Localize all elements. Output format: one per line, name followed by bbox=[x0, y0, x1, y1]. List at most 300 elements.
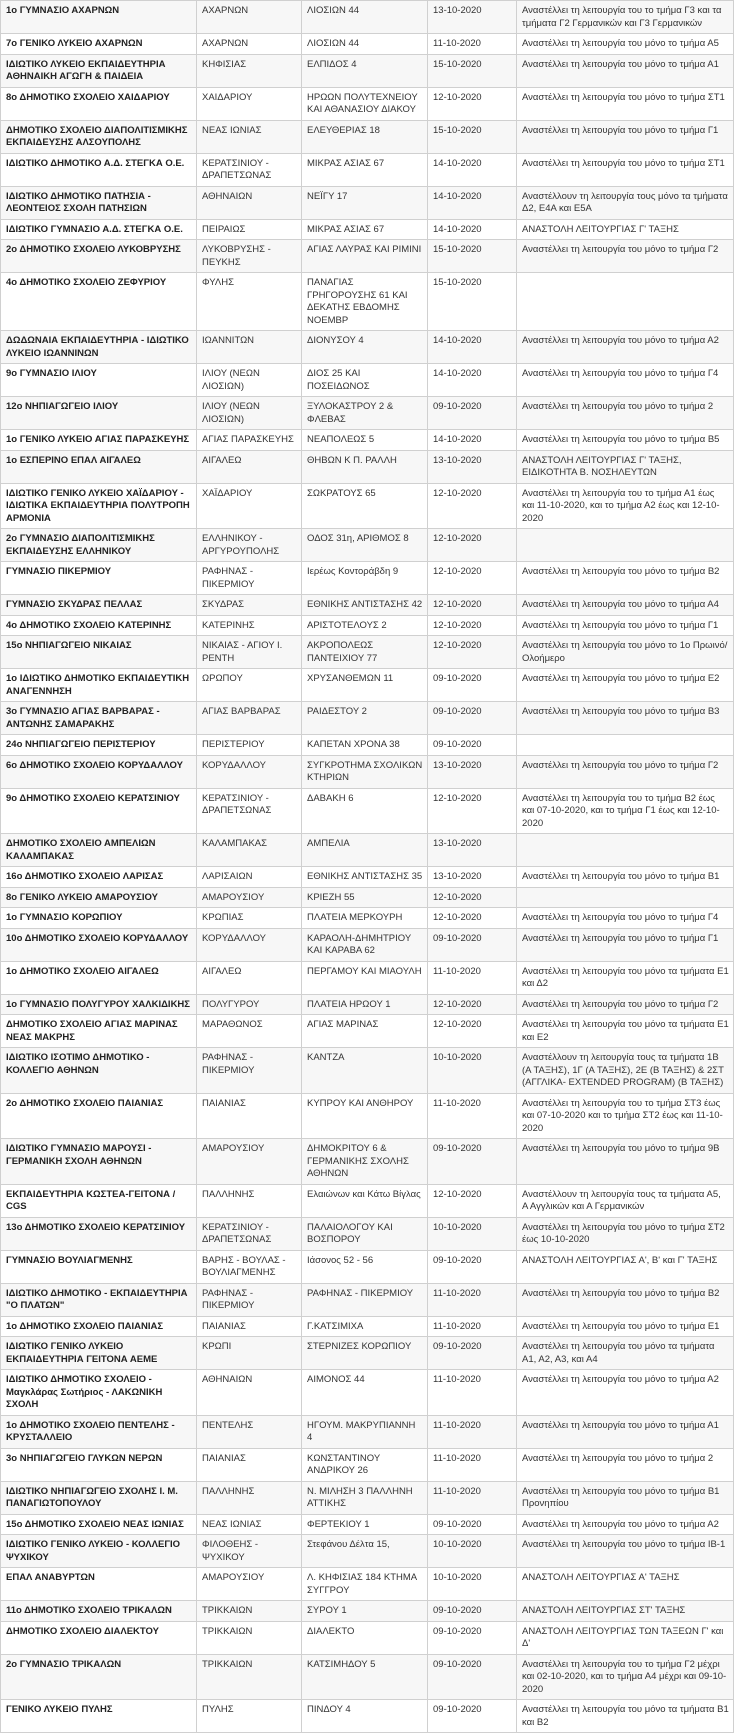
table-row bbox=[1, 1184, 734, 1217]
suspension-note-cell: Αναστέλλει τη λειτουργία του μόνο το τμήμα Α1 bbox=[517, 54, 734, 87]
school-name-cell: 3ο ΝΗΠΙΑΓΩΓΕΙΟ ΓΛΥΚΩΝ ΝΕΡΩΝ bbox=[1, 1448, 197, 1481]
date-cell: 09-10-2020 bbox=[428, 1337, 517, 1370]
suspension-note-cell: Αναστέλλει τη λειτουργία του μόνο το τμήμα ΙΒ-1 bbox=[517, 1535, 734, 1568]
date-cell: 11-10-2020 bbox=[428, 1481, 517, 1514]
address-cell: ΟΔΟΣ 31η, ΑΡΙΘΜΟΣ 8 bbox=[302, 529, 428, 562]
municipality-cell: ΚΕΡΑΤΣΙΝΙΟΥ - ΔΡΑΠΕΤΣΩΝΑΣ bbox=[197, 788, 302, 834]
suspension-note-cell: Αναστέλλει τη λειτουργία του μόνο το τμήμα Ε1 bbox=[517, 1316, 734, 1337]
municipality-cell: ΠΟΛΥΓΥΡΟΥ bbox=[197, 994, 302, 1015]
municipality-cell: ΤΡΙΚΚΑΙΩΝ bbox=[197, 1654, 302, 1700]
table-row bbox=[1, 1448, 734, 1481]
address-cell: Γ.ΚΑΤΣΙΜΙΧΑ bbox=[302, 1316, 428, 1337]
table-row bbox=[1, 219, 734, 240]
date-cell: 09-10-2020 bbox=[428, 928, 517, 961]
suspension-note-cell: ΑΝΑΣΤΟΛΗ ΛΕΙΤΟΥΡΓΙΑΣ Γ' ΤΑΞΗΣ, ΕΙΔΙΚΟΤΗΤΑ Β. ΝΟΣΗΛΕΥΤΩΝ bbox=[517, 450, 734, 483]
school-name-cell: ΔΩΔΩΝΑΙΑ ΕΚΠΑΙΔΕΥΤΗΡΙΑ - ΙΔΙΩΤΙΚΟ ΛΥΚΕΙΟ ΙΩΑΝΝΙΝΩΝ bbox=[1, 331, 197, 364]
date-cell: 13-10-2020 bbox=[428, 755, 517, 788]
school-name-cell: 2ο ΓΥΜΝΑΣΙΟ ΤΡΙΚΑΛΩΝ bbox=[1, 1654, 197, 1700]
table-row bbox=[1, 186, 734, 219]
table-row bbox=[1, 636, 734, 669]
date-cell: 09-10-2020 bbox=[428, 1621, 517, 1654]
date-cell: 12-10-2020 bbox=[428, 483, 517, 529]
municipality-cell: ΠΕΝΤΕΛΗΣ bbox=[197, 1415, 302, 1448]
suspension-note-cell: ΑΝΑΣΤΟΛΗ ΛΕΙΤΟΥΡΓΙΑΣ Α' ΤΑΞΗΣ bbox=[517, 1568, 734, 1601]
suspension-note-cell: Αναστέλλει τη λειτουργία του μόνο το τμήμα Β2 bbox=[517, 1283, 734, 1316]
school-name-cell: 13ο ΔΗΜΟΤΙΚΟ ΣΧΟΛΕΙΟ ΚΕΡΑΤΣΙΝΙΟΥ bbox=[1, 1217, 197, 1250]
school-name-cell: ΔΗΜΟΤΙΚΟ ΣΧΟΛΕΙΟ ΔΙΑΠΟΛΙΤΙΣΜΙΚΗΣ ΕΚΠΑΙΔΕΥΣΗΣ ΑΛΣΟΥΠΟΛΗΣ bbox=[1, 120, 197, 153]
school-name-cell: 6ο ΔΗΜΟΤΙΚΟ ΣΧΟΛΕΙΟ ΚΟΡΥΔΑΛΛΟΥ bbox=[1, 755, 197, 788]
date-cell: 09-10-2020 bbox=[428, 1601, 517, 1622]
suspension-note-cell: Αναστέλλει τη λειτουργία του μόνο τα τμήματα Β1 και Β2 bbox=[517, 1700, 734, 1733]
municipality-cell: ΚΑΤΕΡΙΝΗΣ bbox=[197, 615, 302, 636]
school-name-cell: ΕΚΠΑΙΔΕΥΤΗΡΙΑ ΚΩΣΤΕΑ-ΓΕΙΤΟΝΑ / CGS bbox=[1, 1184, 197, 1217]
municipality-cell: ΚΟΡΥΔΑΛΛΟΥ bbox=[197, 755, 302, 788]
address-cell: ΑΜΠΕΛΙΑ bbox=[302, 834, 428, 867]
address-cell: ΑΓΙΑΣ ΜΑΡΙΝΑΣ bbox=[302, 1015, 428, 1048]
table-row bbox=[1, 595, 734, 616]
table-row bbox=[1, 961, 734, 994]
municipality-cell: ΠΑΙΑΝΙΑΣ bbox=[197, 1093, 302, 1139]
municipality-cell: ΑΙΓΑΛΕΩ bbox=[197, 450, 302, 483]
suspension-note-cell bbox=[517, 735, 734, 756]
suspension-note-cell: Αναστέλλει τη λειτουργία του μόνο το τμήμα 2 bbox=[517, 1448, 734, 1481]
municipality-cell: ΑΘΗΝΑΙΩΝ bbox=[197, 1370, 302, 1416]
address-cell: ΕΛΕΥΘΕΡΙΑΣ 18 bbox=[302, 120, 428, 153]
date-cell: 11-10-2020 bbox=[428, 1448, 517, 1481]
date-cell: 09-10-2020 bbox=[428, 1250, 517, 1283]
suspension-note-cell: Αναστέλλει τη λειτουργία του το τμήμα Α1 έως και 11-10-2020, και το τμήμα Α2 έως και 12-10-2020 bbox=[517, 483, 734, 529]
table-row bbox=[1, 1015, 734, 1048]
table-row bbox=[1, 1700, 734, 1733]
date-cell: 11-10-2020 bbox=[428, 1415, 517, 1448]
suspension-note-cell: Αναστέλλει τη λειτουργία του μόνο το τμήμα Γ4 bbox=[517, 364, 734, 397]
date-cell: 14-10-2020 bbox=[428, 331, 517, 364]
address-cell: ΧΡΥΣΑΝΘΕΜΩΝ 11 bbox=[302, 669, 428, 702]
table-row bbox=[1, 397, 734, 430]
school-name-cell: ΙΔΙΩΤΙΚΟ ΓΕΝΙΚΟ ΛΥΚΕΙΟ ΕΚΠΑΙΔΕΥΤΗΡΙΑ ΓΕΙΤΟΝΑ ΑΕΜΕ bbox=[1, 1337, 197, 1370]
school-name-cell: 1ο ΙΔΙΩΤΙΚΟ ΔΗΜΟΤΙΚΟ ΕΚΠΑΙΔΕΥΤΙΚΗ ΑΝΑΓΕΝΝΗΣΗ bbox=[1, 669, 197, 702]
suspension-note-cell bbox=[517, 273, 734, 331]
date-cell: 14-10-2020 bbox=[428, 186, 517, 219]
municipality-cell: ΤΡΙΚΚΑΙΩΝ bbox=[197, 1601, 302, 1622]
municipality-cell: ΕΛΛΗΝΙΚΟΥ - ΑΡΓΥΡΟΥΠΟΛΗΣ bbox=[197, 529, 302, 562]
school-name-cell: ΙΔΙΩΤΙΚΟ ΓΕΝΙΚΟ ΛΥΚΕΙΟ - ΚΟΛΛΕΓΙΟ ΨΥΧΙΚΟΥ bbox=[1, 1535, 197, 1568]
municipality-cell: ΑΙΓΑΛΕΩ bbox=[197, 961, 302, 994]
suspension-note-cell: Αναστέλλει τη λειτουργία του μόνο το τμήμα Β1 Προνηπίου bbox=[517, 1481, 734, 1514]
table-body bbox=[1, 1, 734, 1733]
suspension-note-cell: ΑΝΑΣΤΟΛΗ ΛΕΙΤΟΥΡΓΙΑΣ ΤΩΝ ΤΑΞΕΩΝ Γ' και Δ' bbox=[517, 1621, 734, 1654]
table-row bbox=[1, 887, 734, 908]
municipality-cell: ΚΕΡΑΤΣΙΝΙΟΥ - ΔΡΑΠΕΤΣΩΝΑΣ bbox=[197, 1217, 302, 1250]
suspension-note-cell: Αναστέλλει τη λειτουργία του μόνο το τμήμα Γ1 bbox=[517, 120, 734, 153]
date-cell: 09-10-2020 bbox=[428, 702, 517, 735]
date-cell: 12-10-2020 bbox=[428, 1015, 517, 1048]
school-name-cell: 16ο ΔΗΜΟΤΙΚΟ ΣΧΟΛΕΙΟ ΛΑΡΙΣΑΣ bbox=[1, 867, 197, 888]
date-cell: 09-10-2020 bbox=[428, 1139, 517, 1185]
date-cell: 14-10-2020 bbox=[428, 153, 517, 186]
address-cell: ΑΓΙΑΣ ΛΑΥΡΑΣ ΚΑΙ ΡΙΜΙΝΙ bbox=[302, 240, 428, 273]
table-row bbox=[1, 364, 734, 397]
date-cell: 12-10-2020 bbox=[428, 994, 517, 1015]
school-name-cell: ΙΔΙΩΤΙΚΟ ΔΗΜΟΤΙΚΟ - ΕΚΠΑΙΔΕΥΤΗΡΙΑ "Ο ΠΛΑΤΩΝ" bbox=[1, 1283, 197, 1316]
municipality-cell: ΦΙΛΟΘΕΗΣ - ΨΥΧΙΚΟΥ bbox=[197, 1535, 302, 1568]
table-row bbox=[1, 834, 734, 867]
table-row bbox=[1, 1316, 734, 1337]
suspension-note-cell: ΑΝΑΣΤΟΛΗ ΛΕΙΤΟΥΡΓΙΑΣ Α', Β' και Γ' ΤΑΞΗΣ bbox=[517, 1250, 734, 1283]
municipality-cell: ΚΕΡΑΤΣΙΝΙΟΥ - ΔΡΑΠΕΤΣΩΝΑΣ bbox=[197, 153, 302, 186]
date-cell: 14-10-2020 bbox=[428, 219, 517, 240]
suspension-note-cell: Αναστέλλει τη λειτουργία του μόνο το τμήμα Β1 bbox=[517, 867, 734, 888]
school-name-cell: ΙΔΙΩΤΙΚΟ ΓΕΝΙΚΟ ΛΥΚΕΙΟ ΧΑΪΔΑΡΙΟΥ - ΙΔΙΩΤΙΚΑ ΕΚΠΑΙΔΕΥΤΗΡΙΑ ΠΟΛΥΤΡΟΠΗ ΑΡΜΟΝΙΑ bbox=[1, 483, 197, 529]
school-name-cell: 8ο ΓΕΝΙΚΟ ΛΥΚΕΙΟ ΑΜΑΡΟΥΣΙΟΥ bbox=[1, 887, 197, 908]
address-cell: ΠΑΝΑΓΙΑΣ ΓΡΗΓΟΡΟΥΣΗΣ 61 ΚΑΙ ΔΕΚΑΤΗΣ ΕΒΔΟΜΗΣ ΝΟΕΜΒΡ bbox=[302, 273, 428, 331]
suspension-note-cell: Αναστέλλει τη λειτουργία του μόνο το τμήμα Γ2 bbox=[517, 755, 734, 788]
school-name-cell: 10ο ΔΗΜΟΤΙΚΟ ΣΧΟΛΕΙΟ ΚΟΡΥΔΑΛΛΟΥ bbox=[1, 928, 197, 961]
date-cell: 15-10-2020 bbox=[428, 273, 517, 331]
school-name-cell: 7ο ΓΕΝΙΚΟ ΛΥΚΕΙΟ ΑΧΑΡΝΩΝ bbox=[1, 34, 197, 55]
school-name-cell: ΙΔΙΩΤΙΚΟ ΓΥΜΝΑΣΙΟ Α.Δ. ΣΤΕΓΚΑ Ο.Ε. bbox=[1, 219, 197, 240]
date-cell: 13-10-2020 bbox=[428, 450, 517, 483]
date-cell: 13-10-2020 bbox=[428, 867, 517, 888]
address-cell: ΕΛΠΙΔΟΣ 4 bbox=[302, 54, 428, 87]
date-cell: 12-10-2020 bbox=[428, 595, 517, 616]
suspension-note-cell: Αναστέλλει τη λειτουργία του μόνο το τμήμα Ε2 bbox=[517, 669, 734, 702]
table-row bbox=[1, 669, 734, 702]
address-cell: ΘΗΒΩΝ Κ Π. ΡΑΛΛΗ bbox=[302, 450, 428, 483]
suspension-note-cell: Αναστέλλει τη λειτουργία του μόνο το 1ο Πρωινό/Ολοήμερο bbox=[517, 636, 734, 669]
address-cell: ΡΑΙΔΕΣΤΟΥ 2 bbox=[302, 702, 428, 735]
school-name-cell: ΔΗΜΟΤΙΚΟ ΣΧΟΛΕΙΟ ΔΙΑΛΕΚΤΟΥ bbox=[1, 1621, 197, 1654]
table-row bbox=[1, 153, 734, 186]
school-name-cell: ΔΗΜΟΤΙΚΟ ΣΧΟΛΕΙΟ ΑΓΙΑΣ ΜΑΡΙΝΑΣ ΝΕΑΣ ΜΑΚΡΗΣ bbox=[1, 1015, 197, 1048]
school-name-cell: 1ο ΔΗΜΟΤΙΚΟ ΣΧΟΛΕΙΟ ΠΑΙΑΝΙΑΣ bbox=[1, 1316, 197, 1337]
school-name-cell: 4ο ΔΗΜΟΤΙΚΟ ΣΧΟΛΕΙΟ ΚΑΤΕΡΙΝΗΣ bbox=[1, 615, 197, 636]
table-row bbox=[1, 1283, 734, 1316]
municipality-cell: ΑΜΑΡΟΥΣΙΟΥ bbox=[197, 1568, 302, 1601]
school-name-cell: 9ο ΓΥΜΝΑΣΙΟ ΙΛΙΟΥ bbox=[1, 364, 197, 397]
municipality-cell: ΑΧΑΡΝΩΝ bbox=[197, 34, 302, 55]
address-cell: Λ. ΚΗΦΙΣΙΑΣ 184 ΚΤΗΜΑ ΣΥΓΓΡΟΥ bbox=[302, 1568, 428, 1601]
suspension-note-cell: Αναστέλλει τη λειτουργία του μόνο το τμήμα Γ1 bbox=[517, 928, 734, 961]
table-row bbox=[1, 1217, 734, 1250]
suspension-note-cell: Αναστέλλει τη λειτουργία του μόνο το τμήμα Α4 bbox=[517, 595, 734, 616]
municipality-cell: ΚΡΩΠΙ bbox=[197, 1337, 302, 1370]
suspension-note-cell: Αναστέλλει τη λειτουργία του μόνο το τμήμα ΣΤ1 bbox=[517, 153, 734, 186]
date-cell: 11-10-2020 bbox=[428, 1283, 517, 1316]
address-cell: ΦΕΡΤΕΚΙΟΥ 1 bbox=[302, 1514, 428, 1535]
address-cell: ΣΩΚΡΑΤΟΥΣ 65 bbox=[302, 483, 428, 529]
table-row bbox=[1, 331, 734, 364]
municipality-cell: ΝΙΚΑΙΑΣ - ΑΓΙΟΥ Ι. ΡΕΝΤΗ bbox=[197, 636, 302, 669]
table-row bbox=[1, 1601, 734, 1622]
address-cell: ΚΑΤΣΙΜΗΔΟΥ 5 bbox=[302, 1654, 428, 1700]
address-cell: ΑΚΡΟΠΟΛΕΩΣ ΠΑΝΤΕΙΧΙΟΥ 77 bbox=[302, 636, 428, 669]
school-name-cell: ΙΔΙΩΤΙΚΟ ΙΣΟΤΙΜΟ ΔΗΜΟΤΙΚΟ - ΚΟΛΛΕΓΙΟ ΑΘΗΝΩΝ bbox=[1, 1048, 197, 1094]
municipality-cell: ΚΗΦΙΣΙΑΣ bbox=[197, 54, 302, 87]
address-cell: ΝΕΪΓΥ 17 bbox=[302, 186, 428, 219]
suspension-note-cell: Αναστέλλει τη λειτουργία του το τμήμα Γ2 μέχρι και 02-10-2020, και το τμήμα Α4 μέχρι και 09-10-2020 bbox=[517, 1654, 734, 1700]
school-name-cell: ΓΥΜΝΑΣΙΟ ΠΙΚΕΡΜΙΟΥ bbox=[1, 562, 197, 595]
school-name-cell: ΙΔΙΩΤΙΚΟ ΔΗΜΟΤΙΚΟ ΣΧΟΛΕΙΟ - Μαγκλάρας Σωτήριος - ΛΑΚΩΝΙΚΗ ΣΧΟΛΗ bbox=[1, 1370, 197, 1416]
municipality-cell: ΠΑΛΛΗΝΗΣ bbox=[197, 1481, 302, 1514]
municipality-cell: ΠΑΙΑΝΙΑΣ bbox=[197, 1448, 302, 1481]
date-cell: 10-10-2020 bbox=[428, 1048, 517, 1094]
table-row bbox=[1, 908, 734, 929]
date-cell: 09-10-2020 bbox=[428, 1514, 517, 1535]
municipality-cell: ΛΥΚΟΒΡΥΣΗΣ - ΠΕΥΚΗΣ bbox=[197, 240, 302, 273]
address-cell: ΔΙΟΣ 25 ΚΑΙ ΠΟΣΕΙΔΩΝΟΣ bbox=[302, 364, 428, 397]
table-row bbox=[1, 615, 734, 636]
table-row bbox=[1, 994, 734, 1015]
date-cell: 12-10-2020 bbox=[428, 788, 517, 834]
address-cell: ΔΗΜΟΚΡΙΤΟΥ 6 & ΓΕΡΜΑΝΙΚΗΣ ΣΧΟΛΗΣ ΑΘΗΝΩΝ bbox=[302, 1139, 428, 1185]
address-cell: ΠΙΝΔΟΥ 4 bbox=[302, 1700, 428, 1733]
municipality-cell: ΙΛΙΟΥ (ΝΕΩΝ ΛΙΟΣΙΩΝ) bbox=[197, 364, 302, 397]
date-cell: 12-10-2020 bbox=[428, 562, 517, 595]
address-cell: ΞΥΛΟΚΑΣΤΡΟΥ 2 & ΦΛΕΒΑΣ bbox=[302, 397, 428, 430]
school-name-cell: ΓΕΝΙΚΟ ΛΥΚΕΙΟ ΠΥΛΗΣ bbox=[1, 1700, 197, 1733]
date-cell: 12-10-2020 bbox=[428, 887, 517, 908]
suspension-note-cell: Αναστέλλει τη λειτουργία του μόνο το τμήμα Γ2 bbox=[517, 994, 734, 1015]
date-cell: 15-10-2020 bbox=[428, 54, 517, 87]
table-row bbox=[1, 1093, 734, 1139]
address-cell: ΔΙΟΝΥΣΟΥ 4 bbox=[302, 331, 428, 364]
address-cell: ΣΥΓΚΡΟΤΗΜΑ ΣΧΟΛΙΚΩΝ ΚΤΗΡΙΩΝ bbox=[302, 755, 428, 788]
school-name-cell: 8ο ΔΗΜΟΤΙΚΟ ΣΧΟΛΕΙΟ ΧΑΙΔΑΡΙΟΥ bbox=[1, 87, 197, 120]
school-name-cell: 4ο ΔΗΜΟΤΙΚΟ ΣΧΟΛΕΙΟ ΖΕΦΥΡΙΟΥ bbox=[1, 273, 197, 331]
table-row bbox=[1, 1514, 734, 1535]
address-cell: ΡΑΦΗΝΑΣ - ΠΙΚΕΡΜΙΟΥ bbox=[302, 1283, 428, 1316]
date-cell: 14-10-2020 bbox=[428, 364, 517, 397]
date-cell: 10-10-2020 bbox=[428, 1535, 517, 1568]
address-cell: ΜΙΚΡΑΣ ΑΣΙΑΣ 67 bbox=[302, 153, 428, 186]
municipality-cell: ΠΑΛΛΗΝΗΣ bbox=[197, 1184, 302, 1217]
school-name-cell: ΙΔΙΩΤΙΚΟ ΔΗΜΟΤΙΚΟ ΠΑΤΗΣΙΑ - ΛΕΟΝΤΕΙΟΣ ΣΧΟΛΗ ΠΑΤΗΣΙΩΝ bbox=[1, 186, 197, 219]
municipality-cell: ΝΕΑΣ ΙΩΝΙΑΣ bbox=[197, 120, 302, 153]
municipality-cell: ΡΑΦΗΝΑΣ - ΠΙΚΕΡΜΙΟΥ bbox=[197, 1048, 302, 1094]
suspension-note-cell: Αναστέλλει τη λειτουργία του μόνο το τμήμα 9Β bbox=[517, 1139, 734, 1185]
table-row bbox=[1, 1481, 734, 1514]
table-row bbox=[1, 1568, 734, 1601]
address-cell: ΗΡΩΩΝ ΠΟΛΥΤΕΧΝΕΙΟΥ ΚΑΙ ΑΘΑΝΑΣΙΟΥ ΔΙΑΚΟΥ bbox=[302, 87, 428, 120]
suspension-note-cell: Αναστέλλει τη λειτουργία του μόνο το τμήμα Α2 bbox=[517, 331, 734, 364]
suspension-note-cell: Αναστέλλει τη λειτουργία του το τμήμα Β2 έως και 07-10-2020, και το τμήμα Γ1 έως και 12-10-2020 bbox=[517, 788, 734, 834]
table-row bbox=[1, 54, 734, 87]
address-cell: Ιάσονος 52 - 56 bbox=[302, 1250, 428, 1283]
address-cell: ΛΙΟΣΙΩΝ 44 bbox=[302, 34, 428, 55]
municipality-cell: ΚΑΛΑΜΠΑΚΑΣ bbox=[197, 834, 302, 867]
municipality-cell: ΑΜΑΡΟΥΣΙΟΥ bbox=[197, 887, 302, 908]
address-cell: ΠΕΡΓΑΜΟΥ ΚΑΙ ΜΙΑΟΥΛΗ bbox=[302, 961, 428, 994]
municipality-cell: ΝΕΑΣ ΙΩΝΙΑΣ bbox=[197, 1514, 302, 1535]
school-name-cell: ΓΥΜΝΑΣΙΟ ΣΚΥΔΡΑΣ ΠΕΛΛΑΣ bbox=[1, 595, 197, 616]
address-cell: ΣΤΕΡΝΙΖΕΣ ΚΟΡΩΠΙΟΥ bbox=[302, 1337, 428, 1370]
suspension-note-cell: Αναστέλλει τη λειτουργία του μόνο το τμήμα Γ1 bbox=[517, 615, 734, 636]
date-cell: 11-10-2020 bbox=[428, 1316, 517, 1337]
date-cell: 10-10-2020 bbox=[428, 1568, 517, 1601]
address-cell: ΔΙΑΛΕΚΤΟ bbox=[302, 1621, 428, 1654]
date-cell: 11-10-2020 bbox=[428, 961, 517, 994]
table-row bbox=[1, 1139, 734, 1185]
school-name-cell: 1ο ΔΗΜΟΤΙΚΟ ΣΧΟΛΕΙΟ ΠΕΝΤΕΛΗΣ - ΚΡΥΣΤΑΛΛΕΙΟ bbox=[1, 1415, 197, 1448]
date-cell: 09-10-2020 bbox=[428, 735, 517, 756]
school-name-cell: 2ο ΓΥΜΝΑΣΙΟ ΔΙΑΠΟΛΙΤΙΣΜΙΚΗΣ ΕΚΠΑΙΔΕΥΣΗΣ ΕΛΛΗΝΙΚΟΥ bbox=[1, 529, 197, 562]
table-row bbox=[1, 450, 734, 483]
table-row bbox=[1, 702, 734, 735]
table-row bbox=[1, 562, 734, 595]
municipality-cell: ΠΑΙΑΝΙΑΣ bbox=[197, 1316, 302, 1337]
suspension-note-cell: Αναστέλλει τη λειτουργία του το τμήμα ΣΤ3 έως και 07-10-2020 και το τμήμα ΣΤ2 έως και 11-10-2020 bbox=[517, 1093, 734, 1139]
suspension-note-cell bbox=[517, 887, 734, 908]
school-name-cell: 15ο ΔΗΜΟΤΙΚΟ ΣΧΟΛΕΙΟ ΝΕΑΣ ΙΩΝΙΑΣ bbox=[1, 1514, 197, 1535]
date-cell: 11-10-2020 bbox=[428, 1093, 517, 1139]
address-cell: ΝΕΑΠΟΛΕΩΣ 5 bbox=[302, 430, 428, 451]
address-cell: Ν. ΜΙΛΗΣΗ 3 ΠΑΛΛΗΝΗ ΑΤΤΙΚΗΣ bbox=[302, 1481, 428, 1514]
address-cell: ΠΛΑΤΕΙΑ ΗΡΩΟΥ 1 bbox=[302, 994, 428, 1015]
municipality-cell: ΧΑΪΔΑΡΙΟΥ bbox=[197, 483, 302, 529]
table-row bbox=[1, 87, 734, 120]
suspension-note-cell: Αναστέλλει τη λειτουργία του μόνο τα τμήματα Α1, Α2, Α3, και Α4 bbox=[517, 1337, 734, 1370]
suspension-note-cell: Αναστέλλει τη λειτουργία του μόνο τα τμήματα Ε1 και Δ2 bbox=[517, 961, 734, 994]
municipality-cell: ΚΡΩΠΙΑΣ bbox=[197, 908, 302, 929]
school-name-cell: 1ο ΓΥΜΝΑΣΙΟ ΑΧΑΡΝΩΝ bbox=[1, 1, 197, 34]
suspension-note-cell: Αναστέλλει τη λειτουργία του μόνο το τμήμα Β2 bbox=[517, 562, 734, 595]
date-cell: 12-10-2020 bbox=[428, 615, 517, 636]
date-cell: 13-10-2020 bbox=[428, 834, 517, 867]
address-cell: Ιερέως Κοντοράβδη 9 bbox=[302, 562, 428, 595]
school-name-cell: ΙΔΙΩΤΙΚΟ ΝΗΠΙΑΓΩΓΕΙΟ ΣΧΟΛΗΣ Ι. Μ. ΠΑΝΑΓΙΩΤΟΠΟΥΛΟΥ bbox=[1, 1481, 197, 1514]
suspension-note-cell: ΑΝΑΣΤΟΛΗ ΛΕΙΤΟΥΡΓΙΑΣ ΣΤ' ΤΑΞΗΣ bbox=[517, 1601, 734, 1622]
date-cell: 11-10-2020 bbox=[428, 1370, 517, 1416]
address-cell: ΜΙΚΡΑΣ ΑΣΙΑΣ 67 bbox=[302, 219, 428, 240]
table-row bbox=[1, 1, 734, 34]
suspension-note-cell: Αναστέλλει τη λειτουργία του το τμήμα Γ3 και τα τμήματα Γ2 Γερμανικών και Γ3 Γερμανικών bbox=[517, 1, 734, 34]
suspension-note-cell: Αναστέλλει τη λειτουργία του μόνο το τμήμα Β5 bbox=[517, 430, 734, 451]
suspension-note-cell: Αναστέλλει τη λειτουργία του μόνο το τμήμα ΣΤ2 έως 10-10-2020 bbox=[517, 1217, 734, 1250]
date-cell: 12-10-2020 bbox=[428, 529, 517, 562]
address-cell: ΕΘΝΙΚΗΣ ΑΝΤΙΣΤΑΣΗΣ 35 bbox=[302, 867, 428, 888]
municipality-cell: ΣΚΥΔΡΑΣ bbox=[197, 595, 302, 616]
table-row bbox=[1, 867, 734, 888]
suspension-note-cell: Αναστέλλει τη λειτουργία του μόνο το τμήμα Α2 bbox=[517, 1370, 734, 1416]
address-cell: ΣΥΡΟΥ 1 bbox=[302, 1601, 428, 1622]
address-cell: ΚΡΙΕΖΗ 55 bbox=[302, 887, 428, 908]
school-name-cell: 9ο ΔΗΜΟΤΙΚΟ ΣΧΟΛΕΙΟ ΚΕΡΑΤΣΙΝΙΟΥ bbox=[1, 788, 197, 834]
table-row bbox=[1, 1535, 734, 1568]
address-cell: ΠΑΛΑΙΟΛΟΓΟΥ ΚΑΙ ΒΟΣΠΟΡΟΥ bbox=[302, 1217, 428, 1250]
municipality-cell: ΑΓΙΑΣ ΠΑΡΑΣΚΕΥΗΣ bbox=[197, 430, 302, 451]
table-row bbox=[1, 928, 734, 961]
address-cell: Στεφάνου Δέλτα 15, bbox=[302, 1535, 428, 1568]
suspension-note-cell: Αναστέλλει τη λειτουργία του μόνο το τμήμα ΣΤ1 bbox=[517, 87, 734, 120]
school-name-cell: 1ο ΓΥΜΝΑΣΙΟ ΚΟΡΩΠΙΟΥ bbox=[1, 908, 197, 929]
date-cell: 15-10-2020 bbox=[428, 240, 517, 273]
address-cell: ΠΛΑΤΕΙΑ ΜΕΡΚΟΥΡΗ bbox=[302, 908, 428, 929]
municipality-cell: ΑΜΑΡΟΥΣΙΟΥ bbox=[197, 1139, 302, 1185]
suspension-note-cell: Αναστέλλει τη λειτουργία του μόνο το τμήμα Α1 bbox=[517, 1415, 734, 1448]
date-cell: 09-10-2020 bbox=[428, 397, 517, 430]
table-row bbox=[1, 1250, 734, 1283]
suspension-note-cell: ΑΝΑΣΤΟΛΗ ΛΕΙΤΟΥΡΓΙΑΣ Γ' ΤΑΞΗΣ bbox=[517, 219, 734, 240]
municipality-cell: ΜΑΡΑΘΩΝΟΣ bbox=[197, 1015, 302, 1048]
table-row bbox=[1, 120, 734, 153]
table-row bbox=[1, 273, 734, 331]
school-name-cell: ΕΠΑΛ ΑΝΑΒΥΡΤΩΝ bbox=[1, 1568, 197, 1601]
date-cell: 10-10-2020 bbox=[428, 1217, 517, 1250]
address-cell: ΚΩΝΣΤΑΝΤΙΝΟΥ ΑΝΔΡΙΚΟΥ 26 bbox=[302, 1448, 428, 1481]
table-row bbox=[1, 240, 734, 273]
suspension-note-cell: Αναστέλλει τη λειτουργία του μόνο το τμήμα 2 bbox=[517, 397, 734, 430]
school-name-cell: 15ο ΝΗΠΙΑΓΩΓΕΙΟ ΝΙΚΑΙΑΣ bbox=[1, 636, 197, 669]
address-cell: ΕΘΝΙΚΗΣ ΑΝΤΙΣΤΑΣΗΣ 42 bbox=[302, 595, 428, 616]
date-cell: 09-10-2020 bbox=[428, 669, 517, 702]
table-row bbox=[1, 430, 734, 451]
municipality-cell: ΠΕΡΙΣΤΕΡΙΟΥ bbox=[197, 735, 302, 756]
suspension-note-cell: Αναστέλλει τη λειτουργία του μόνο το τμήμα Α5 bbox=[517, 34, 734, 55]
school-name-cell: 2ο ΔΗΜΟΤΙΚΟ ΣΧΟΛΕΙΟ ΛΥΚΟΒΡΥΣΗΣ bbox=[1, 240, 197, 273]
suspension-note-cell bbox=[517, 529, 734, 562]
municipality-cell: ΩΡΩΠΟΥ bbox=[197, 669, 302, 702]
municipality-cell: ΤΡΙΚΚΑΙΩΝ bbox=[197, 1621, 302, 1654]
date-cell: 12-10-2020 bbox=[428, 636, 517, 669]
table-row bbox=[1, 1415, 734, 1448]
suspension-note-cell: Αναστέλλει τη λειτουργία του μόνο το τμήμα Γ4 bbox=[517, 908, 734, 929]
school-name-cell: ΙΔΙΩΤΙΚΟ ΔΗΜΟΤΙΚΟ Α.Δ. ΣΤΕΓΚΑ Ο.Ε. bbox=[1, 153, 197, 186]
table-row bbox=[1, 483, 734, 529]
date-cell: 15-10-2020 bbox=[428, 120, 517, 153]
table-row bbox=[1, 735, 734, 756]
table-row bbox=[1, 529, 734, 562]
table-row bbox=[1, 755, 734, 788]
address-cell: ΚΑΡΑΟΛΗ-ΔΗΜΗΤΡΙΟΥ ΚΑΙ ΚΑΡΑΒΑ 62 bbox=[302, 928, 428, 961]
address-cell: ΛΙΟΣΙΩΝ 44 bbox=[302, 1, 428, 34]
municipality-cell: ΡΑΦΗΝΑΣ - ΠΙΚΕΡΜΙΟΥ bbox=[197, 1283, 302, 1316]
school-name-cell: 11ο ΔΗΜΟΤΙΚΟ ΣΧΟΛΕΙΟ ΤΡΙΚΑΛΩΝ bbox=[1, 1601, 197, 1622]
school-name-cell: ΙΔΙΩΤΙΚΟ ΛΥΚΕΙΟ ΕΚΠΑΙΔΕΥΤΗΡΙΑ ΑΘΗΝΑΙΚΗ ΑΓΩΓΗ & ΠΑΙΔΕΙΑ bbox=[1, 54, 197, 87]
school-name-cell: 3ο ΓΥΜΝΑΣΙΟ ΑΓΙΑΣ ΒΑΡΒΑΡΑΣ - ΑΝΤΩΝΗΣ ΣΑΜΑΡΑΚΗΣ bbox=[1, 702, 197, 735]
municipality-cell: ΑΘΗΝΑΙΩΝ bbox=[197, 186, 302, 219]
address-cell: Ελαιώνων και Κάτω Βίγλας bbox=[302, 1184, 428, 1217]
address-cell: ΑΙΜΟΝΟΣ 44 bbox=[302, 1370, 428, 1416]
municipality-cell: ΠΕΙΡΑΙΩΣ bbox=[197, 219, 302, 240]
school-name-cell: 1ο ΔΗΜΟΤΙΚΟ ΣΧΟΛΕΙΟ ΑΙΓΑΛΕΩ bbox=[1, 961, 197, 994]
date-cell: 09-10-2020 bbox=[428, 1654, 517, 1700]
table-row bbox=[1, 34, 734, 55]
suspension-note-cell: Αναστέλλει τη λειτουργία του μόνο το τμήμα Α2 bbox=[517, 1514, 734, 1535]
table-row bbox=[1, 1654, 734, 1700]
suspension-note-cell: Αναστέλλει τη λειτουργία του μόνο τα τμήματα Ε1 και Ε2 bbox=[517, 1015, 734, 1048]
school-name-cell: 2ο ΔΗΜΟΤΙΚΟ ΣΧΟΛΕΙΟ ΠΑΙΑΝΙΑΣ bbox=[1, 1093, 197, 1139]
school-name-cell: ΓΥΜΝΑΣΙΟ ΒΟΥΛΙΑΓΜΕΝΗΣ bbox=[1, 1250, 197, 1283]
school-name-cell: 1ο ΓΕΝΙΚΟ ΛΥΚΕΙΟ ΑΓΙΑΣ ΠΑΡΑΣΚΕΥΗΣ bbox=[1, 430, 197, 451]
suspension-note-cell bbox=[517, 834, 734, 867]
suspension-note-cell: Αναστέλλουν τη λειτουργία τους τα τμήματα Α5, Α Αγγλικών και Α Γερμανικών bbox=[517, 1184, 734, 1217]
date-cell: 12-10-2020 bbox=[428, 1184, 517, 1217]
table-row bbox=[1, 788, 734, 834]
suspension-note-cell: Αναστέλλουν τη λειτουργία τους μόνο τα τμήματα Δ2, Ε4Α και Ε5Α bbox=[517, 186, 734, 219]
municipality-cell: ΠΥΛΗΣ bbox=[197, 1700, 302, 1733]
municipality-cell: ΦΥΛΗΣ bbox=[197, 273, 302, 331]
municipality-cell: ΙΛΙΟΥ (ΝΕΩΝ ΛΙΟΣΙΩΝ) bbox=[197, 397, 302, 430]
table-row bbox=[1, 1370, 734, 1416]
school-name-cell: ΔΗΜΟΤΙΚΟ ΣΧΟΛΕΙΟ ΑΜΠΕΛΙΩΝ ΚΑΛΑΜΠΑΚΑΣ bbox=[1, 834, 197, 867]
date-cell: 14-10-2020 bbox=[428, 430, 517, 451]
address-cell: ΚΑΠΕΤΑΝ ΧΡΟΝΑ 38 bbox=[302, 735, 428, 756]
municipality-cell: ΒΑΡΗΣ - ΒΟΥΛΑΣ - ΒΟΥΛΙΑΓΜΕΝΗΣ bbox=[197, 1250, 302, 1283]
school-name-cell: 12ο ΝΗΠΙΑΓΩΓΕΙΟ ΙΛΙΟΥ bbox=[1, 397, 197, 430]
date-cell: 12-10-2020 bbox=[428, 87, 517, 120]
municipality-cell: ΡΑΦΗΝΑΣ - ΠΙΚΕΡΜΙΟΥ bbox=[197, 562, 302, 595]
